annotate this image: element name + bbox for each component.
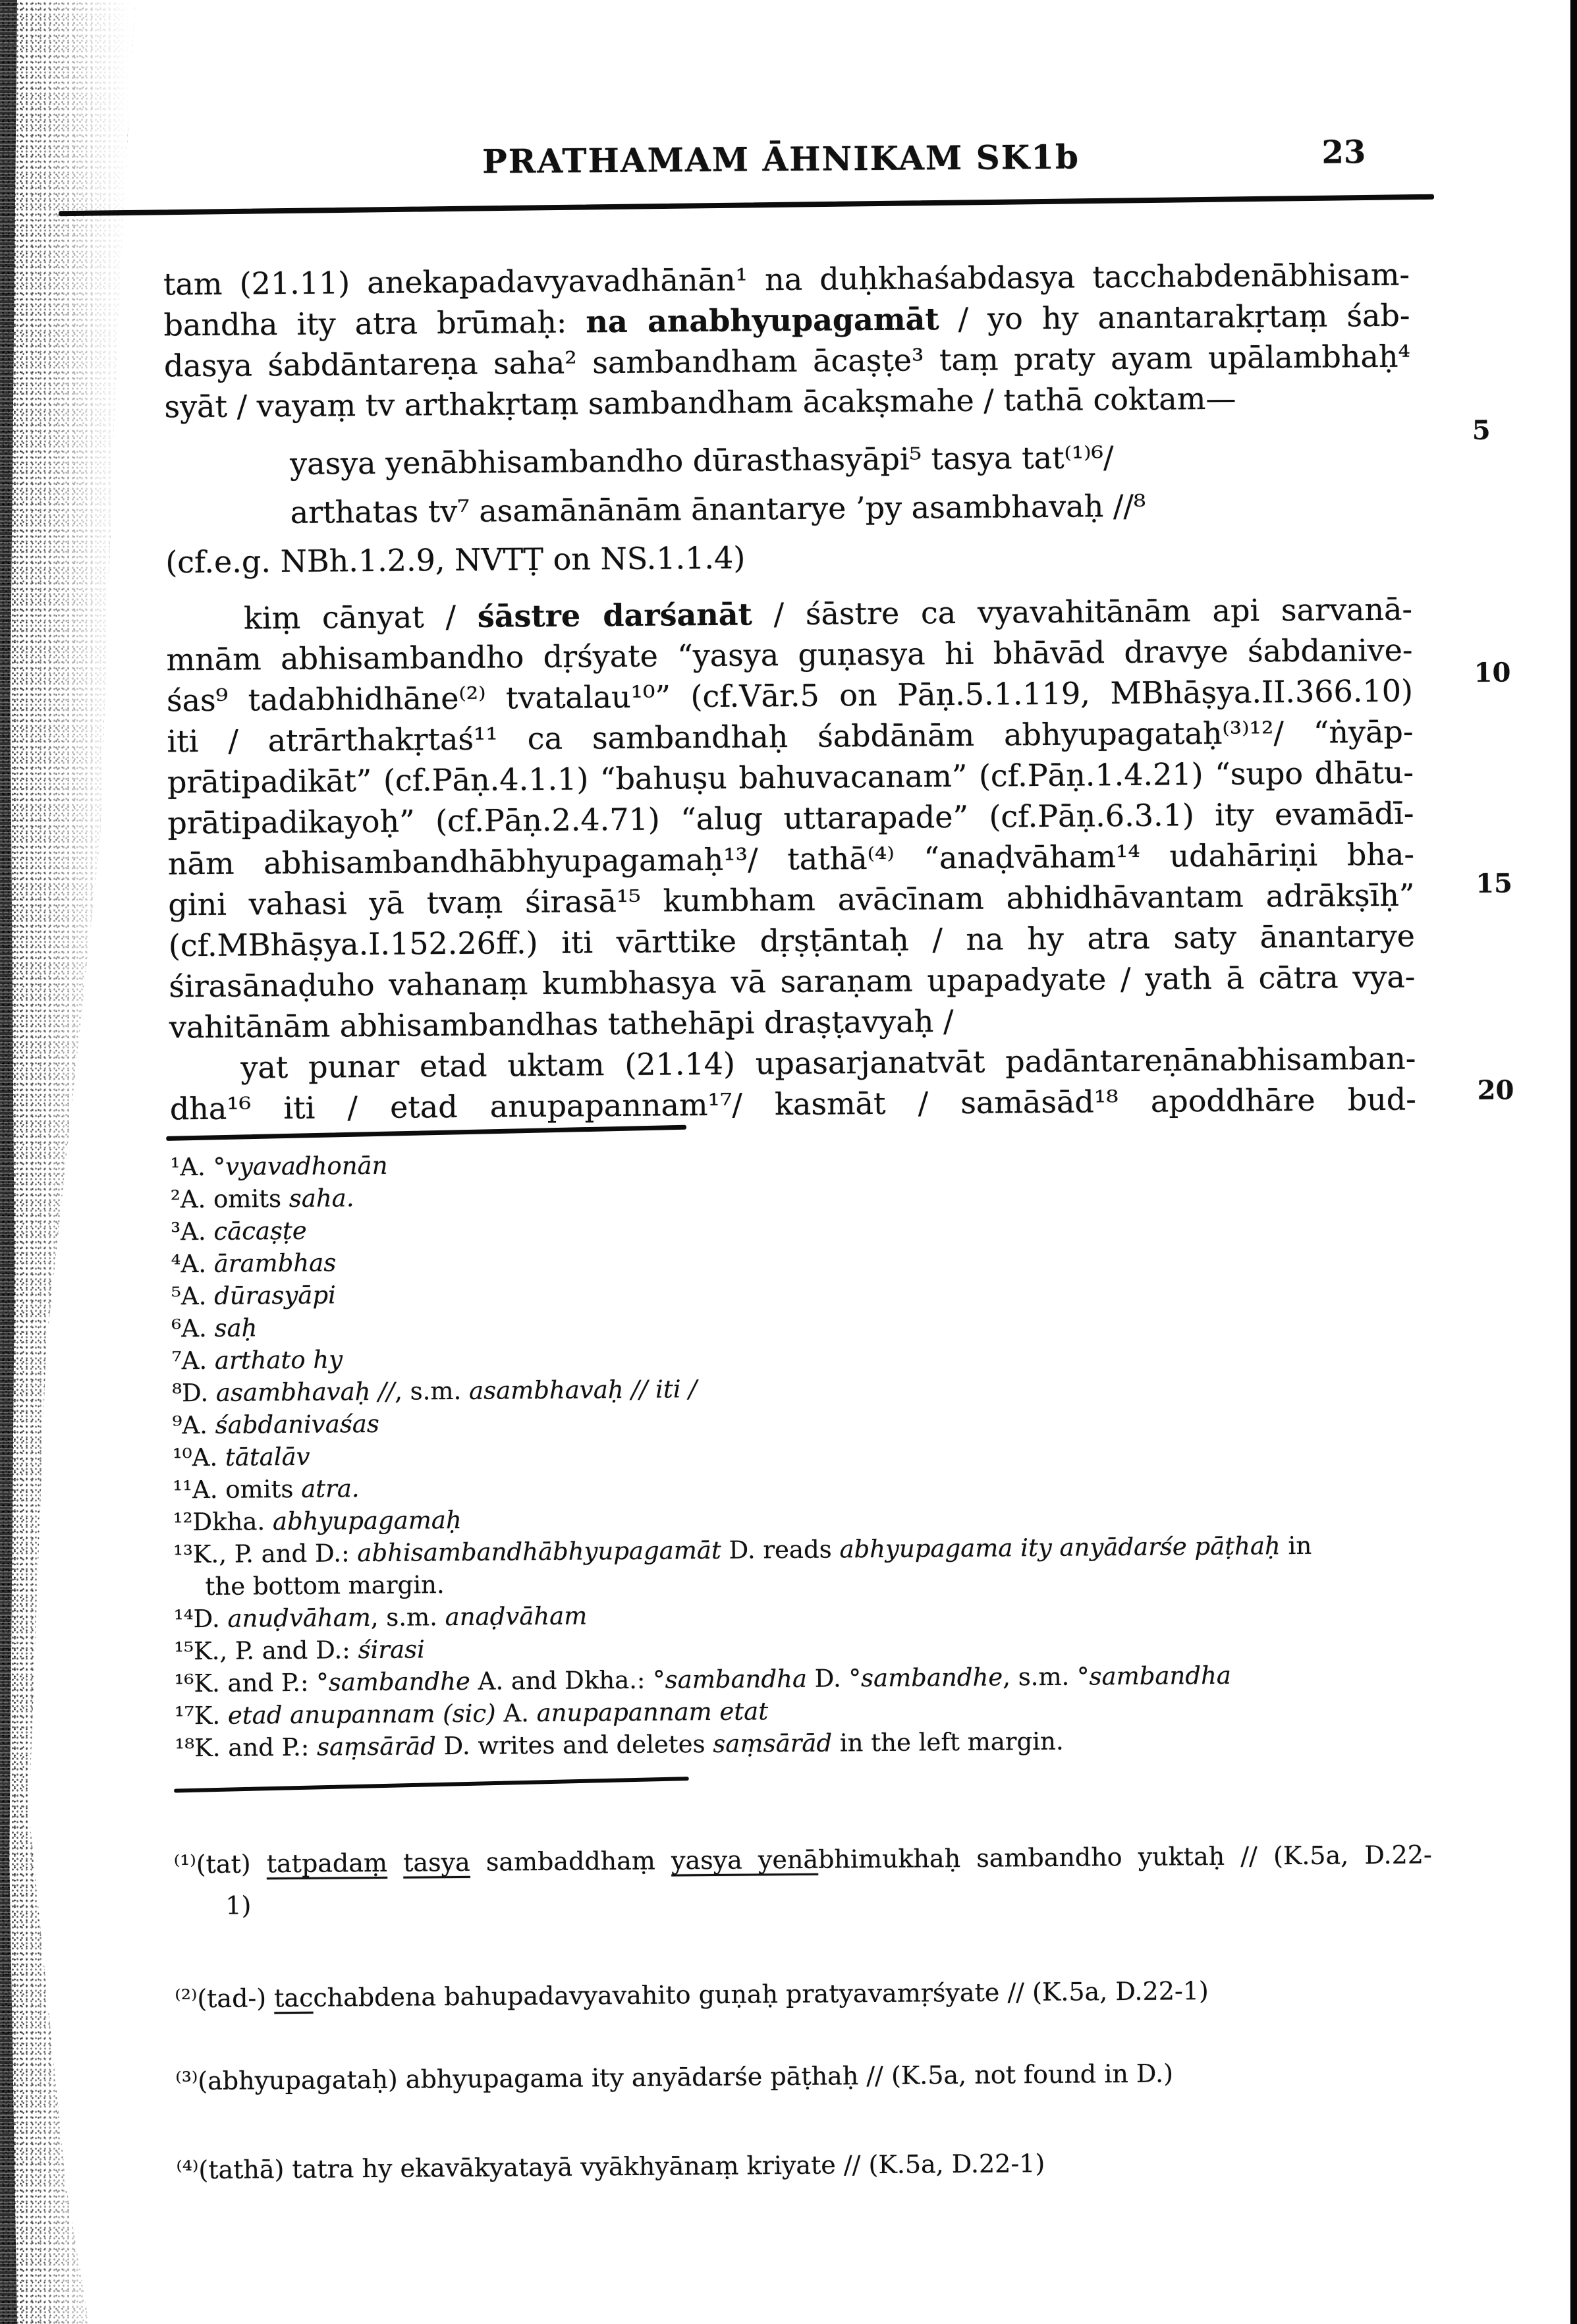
text-segment: A. and Dkha.:	[470, 1665, 653, 1696]
text-segment: śas⁹ tadabhidhāne⁽²⁾ tvatalau¹⁰” (cf.Vār.5 on Pāṇ.5.1.119, MBhāṣya.II.366.10)	[166, 673, 1414, 719]
text-segment: kiṃ cānyat /	[243, 598, 478, 636]
text-segment: arthato hy	[214, 1345, 343, 1375]
commentary-notes	[174, 1834, 1435, 2191]
text-segment: , s.m.	[370, 1603, 445, 1632]
text-segment: dūrasyāpi	[213, 1281, 337, 1310]
text-segment: ⁽²⁾(tad-)	[175, 1983, 275, 2014]
text-segment: ¹⁴D.	[173, 1604, 228, 1634]
margin-line-number-5: 5	[1472, 414, 1491, 446]
text-segment: tasya	[402, 1847, 470, 1877]
text-segment: saṃsārād	[713, 1729, 833, 1758]
text-segment: saha.	[289, 1184, 354, 1213]
text-segment: prātipadikayoḥ” (cf.Pāṇ.2.4.71) “alug uttarapade” (cf.Pāṇ.6.3.1) ity evamādī-	[167, 795, 1414, 841]
text-segment: saṃsārād	[316, 1732, 436, 1761]
critical-note	[175, 1968, 1433, 2020]
text-segment: ¹³K., P. and D.:	[173, 1539, 358, 1569]
scan-edge-bar	[1570, 0, 1577, 2324]
text-segment: ārambhas	[213, 1248, 337, 1278]
text-segment: tac	[274, 1983, 314, 2013]
text-segment: sambaddhaṃ	[470, 1846, 672, 1877]
critical-apparatus	[170, 1141, 1433, 1764]
page-number: 23	[1321, 134, 1366, 171]
text-segment: saḥ	[214, 1314, 258, 1342]
text-segment: , s.m.	[395, 1376, 470, 1406]
text-segment: D.	[806, 1664, 849, 1693]
text-segment: ¹²Dkha.	[173, 1507, 273, 1537]
text-segment: gini vahasi yā tvaṃ śirasā¹⁵ kumbham avācīnam abhidhāvantam adrākṣīḥ”	[168, 877, 1415, 923]
text-segment: śirasānaḍuho vahanaṃ kumbhasya vā saraṇam upapadyate / yath ā cātra vya-	[169, 958, 1416, 1005]
text-segment: bandha ity atra brūmaḥ:	[163, 304, 586, 343]
margin-line-number-10: 10	[1474, 657, 1511, 688]
text-segment: prātipadikāt” (cf.Pāṇ.4.1.1) “bahuṣu bahuvacanam” (cf.Pāṇ.1.4.21) “supo dhātu-	[167, 754, 1414, 800]
text-segment: śāstre darśanāt	[477, 596, 752, 634]
text-segment: (cf.e.g. NBh.1.2.9, NVTṬ on NS.1.1.4)	[165, 540, 746, 580]
text-segment: ¹⁶K. and P.:	[174, 1668, 317, 1698]
text-segment: yasya yenā	[671, 1844, 819, 1875]
margin-line-number-15: 15	[1476, 868, 1513, 899]
text-segment: ⁽⁴⁾(tathā) tatra hy ekavākyatayā vyākhyānaṃ kriyate // (K.5a, D.22-1)	[176, 2149, 1045, 2185]
text-segment: °sambandhe	[316, 1667, 471, 1697]
critical-note	[174, 1834, 1433, 1927]
text-segment: ⁷A.	[171, 1346, 215, 1375]
text-segment: abhyupagamaḥ	[272, 1505, 462, 1536]
text-segment: ¹⁵K., P. and D.:	[174, 1636, 358, 1666]
text-segment: atra.	[300, 1474, 360, 1503]
text-segment: ⁽³⁾(abhyupagataḥ) abhyupagama ity anyādarśe pāṭhaḥ // (K.5a, not found in D.)	[175, 2059, 1174, 2096]
paragraph-3	[169, 1038, 1416, 1130]
text-segment: abhisambandhābhyupagamāt	[357, 1536, 721, 1568]
text-segment: ⁴A.	[171, 1249, 214, 1279]
text-segment: syāt / vayaṃ tv arthakṛtaṃ sambandham ācakṣmahe / tathā coktam—	[164, 380, 1236, 425]
text-segment: iti / atrārthakṛtaś¹¹ ca sambandhaḥ śabdānām abhyupagataḥ⁽³⁾¹²/ “ṅyāp-	[167, 713, 1414, 760]
header-rule	[59, 194, 1434, 217]
text-segment: cācaṣṭe	[213, 1216, 307, 1246]
main-text	[163, 254, 1416, 1130]
text-segment: D. writes and deletes	[435, 1729, 713, 1761]
text-segment: abhyupagama ity anyādarśe pāṭhaḥ	[839, 1532, 1281, 1564]
running-header-title: PRATHAMAM ĀHNIKAM SK1b	[482, 137, 1080, 181]
text-segment: ¹A.	[170, 1152, 213, 1182]
text-segment: / śāstre ca vyavahitānām api sarvanā-	[752, 591, 1413, 632]
text-segment: nām abhisambandhābhyupagamaḥ¹³/ tathā⁽⁴⁾ “anaḍvāham¹⁴ udahāriṇi bha-	[167, 836, 1415, 882]
text-segment: in	[1280, 1531, 1312, 1561]
text-segment: ³A.	[171, 1217, 214, 1246]
text-segment: ⁽¹⁾(tat)	[173, 1849, 267, 1879]
text-segment: vahitānām abhisambandhas tathehāpi draṣṭavyaḥ /	[169, 1003, 954, 1045]
text-segment	[387, 1848, 404, 1877]
text-segment: in the left margin.	[831, 1727, 1064, 1757]
text-line	[176, 2140, 1434, 2191]
text-segment: anuḍvāham	[227, 1603, 371, 1633]
text-line	[175, 1968, 1433, 2020]
text-segment: na anabhyupagamāt	[586, 301, 939, 340]
text-segment: ⁵A.	[171, 1281, 215, 1311]
text-segment: °sambandhe	[848, 1663, 1003, 1693]
text-segment: arthatas tv⁷ asamānānām ānantarye ’py asambhavaḥ //⁸	[290, 487, 1146, 530]
text-segment: dha¹⁶ iti / etad anupapannam¹⁷/ kasmāt / samāsād¹⁸ apoddhāre bud-	[169, 1081, 1416, 1127]
text-segment: yat punar etad uktam (21.14) upasarjanatvāt padāntareṇānabhisamban-	[240, 1040, 1416, 1086]
text-segment: ⁹A.	[172, 1410, 215, 1440]
text-segment: ¹⁰A.	[172, 1443, 226, 1472]
notes-separator-rule	[174, 1777, 689, 1792]
text-segment: asambhavaḥ //	[215, 1377, 395, 1407]
text-segment: ¹¹A. omits	[173, 1474, 302, 1505]
text-line	[290, 480, 1412, 537]
critical-note	[175, 2051, 1433, 2102]
text-segment: śabdanivaśas	[215, 1409, 379, 1439]
text-segment: °sambandha	[653, 1664, 808, 1694]
text-segment: tātalāv	[225, 1442, 310, 1472]
text-segment: ¹⁸K. and P.:	[175, 1732, 318, 1763]
text-line	[290, 431, 1412, 488]
text-segment: etad anupannam (sic)	[227, 1699, 496, 1730]
text-segment: tatpadaṃ	[266, 1848, 388, 1879]
text-segment: the bottom margin.	[205, 1570, 445, 1601]
text-line	[165, 528, 1412, 587]
paragraph-2	[166, 589, 1416, 1048]
text-segment: A.	[495, 1699, 537, 1728]
text-line	[175, 2051, 1433, 2102]
text-segment: dasya śabdāntareṇa saha² sambandham ācaṣṭe³ taṃ praty ayam upālambhaḥ⁴	[163, 338, 1411, 384]
text-segment: asambhavaḥ // iti /	[468, 1375, 697, 1405]
text-segment: ¹⁷K.	[174, 1701, 229, 1730]
text-segment: tam (21.11) anekapadavyavadhānān¹ na duḥkhaśabdasya tacchabdenābhisam-	[163, 256, 1410, 302]
text-segment: anaḍvāham	[445, 1601, 588, 1632]
text-segment: 1)	[225, 1891, 252, 1920]
paragraph-1	[163, 254, 1411, 428]
text-segment: , s.m.	[1003, 1662, 1078, 1692]
text-segment: °sambandha	[1076, 1661, 1232, 1691]
text-segment: ²A. omits	[170, 1184, 289, 1214]
text-segment: (cf.MBhāṣya.I.152.26ff.) iti vārttike dṛṣṭāntaḥ / na hy atra saty ānantarye	[168, 918, 1416, 964]
text-segment: D. reads	[721, 1535, 840, 1564]
citation-line	[165, 528, 1412, 587]
text-segment: bhimukhaḥ sambandho yuktaḥ // (K.5a, D.22-	[817, 1840, 1432, 1874]
text-segment: ⁸D.	[172, 1378, 217, 1408]
text-segment: yasya yenābhisambandho dūrasthasyāpi⁵ tasya tat⁽¹⁾⁶/	[289, 439, 1114, 482]
text-segment: anupapannam etat	[536, 1697, 769, 1728]
text-segment: / yo hy anantarakṛtaṃ śab-	[939, 297, 1410, 337]
margin-line-number-20: 20	[1477, 1074, 1514, 1106]
verse-quotation	[165, 431, 1412, 538]
text-segment: chabdena bahupadavyavahito guṇaḥ pratyavamṛśyate // (K.5a, D.22-1)	[313, 1976, 1209, 2012]
text-segment: ⁶A.	[171, 1314, 215, 1343]
text-segment: mnām abhisambandho dṛśyate “yasya guṇasya hi bhāvād dravye śabdanive-	[166, 632, 1413, 678]
text-segment: śirasi	[358, 1635, 426, 1665]
text-segment: °vyavadhonān	[213, 1151, 388, 1181]
critical-note	[176, 2140, 1434, 2191]
